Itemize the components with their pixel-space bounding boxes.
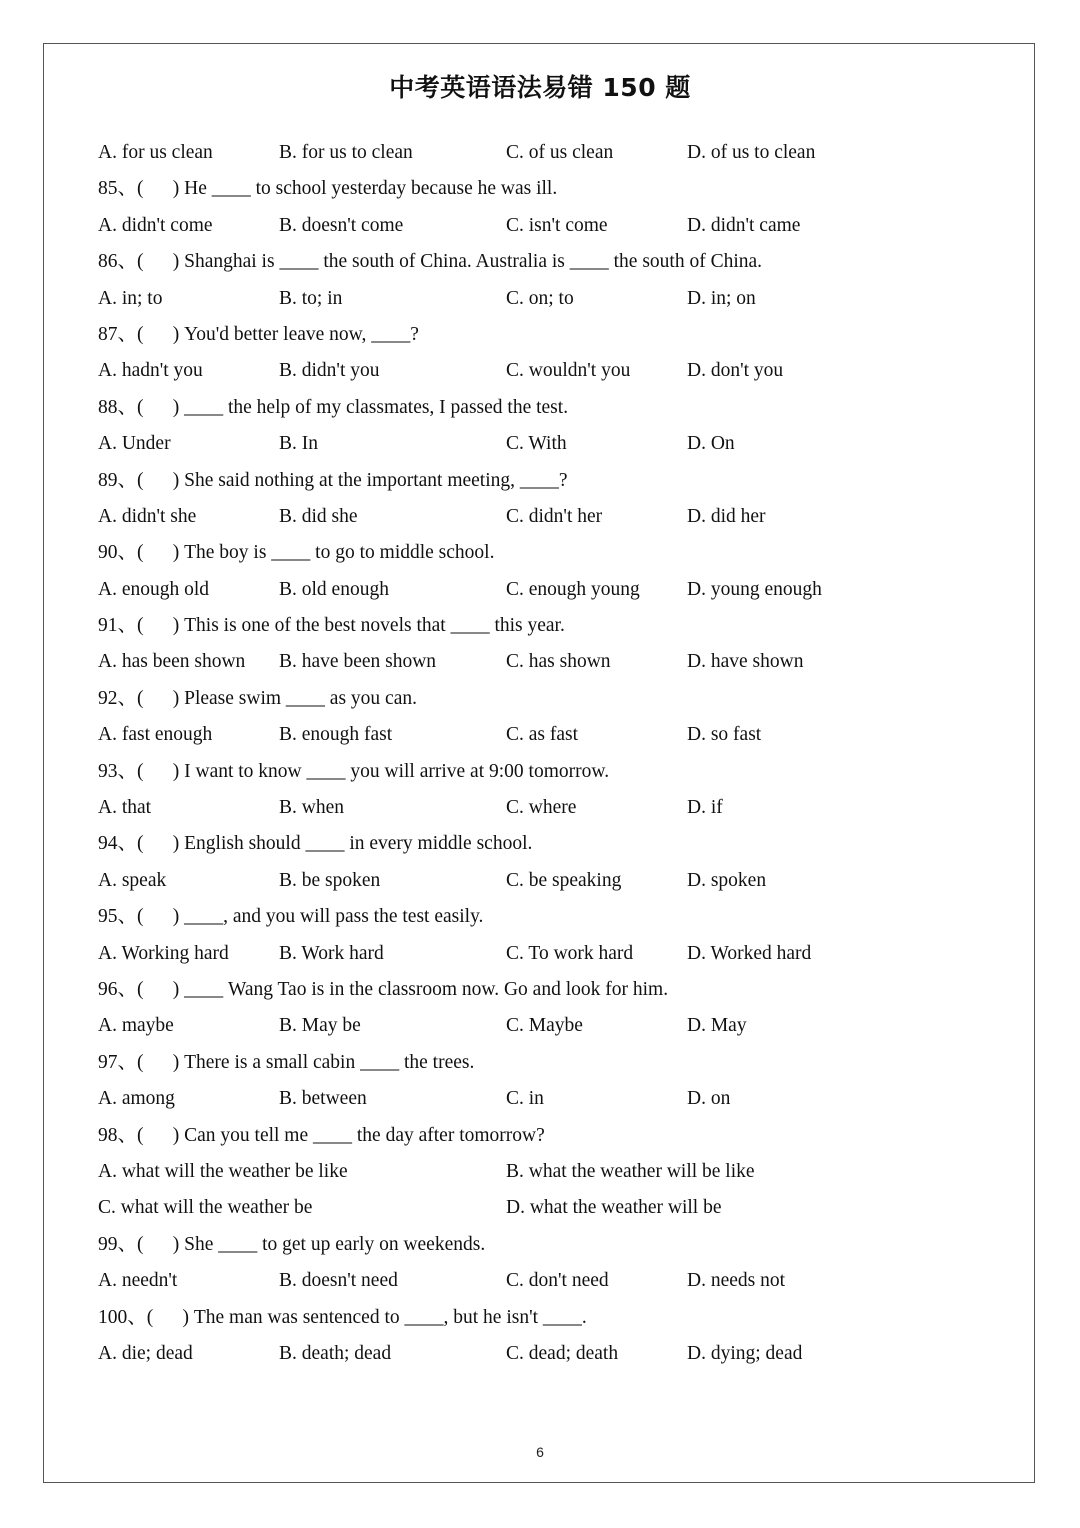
- question-stem: [98, 611, 998, 647]
- answer-options: [98, 1339, 998, 1375]
- question-stem: [98, 902, 998, 938]
- answer-options: [98, 1157, 998, 1193]
- page-number: 6: [536, 1444, 544, 1460]
- option-a: A. speak: [98, 869, 167, 891]
- question-stem: [98, 1048, 998, 1084]
- question-stem: [98, 538, 998, 574]
- question-text: 93、( ) I want to know ____ you will arrive at 9:00 tomorrow.: [98, 760, 610, 782]
- answer-options: [98, 284, 998, 320]
- option-c: C. wouldn't you: [506, 360, 631, 382]
- option-a: A. hadn't you: [98, 360, 203, 382]
- option-c: C. To work hard: [506, 942, 634, 964]
- option-c: C. didn't her: [506, 505, 603, 527]
- option-a: A. has been shown: [98, 651, 246, 673]
- option-c: C. in: [506, 1088, 544, 1110]
- question-text: 96、( ) ____ Wang Tao is in the classroom now. Go and look for him.: [98, 978, 669, 1000]
- option-c: C. has shown: [506, 651, 611, 673]
- option-a: A. fast enough: [98, 724, 213, 746]
- option-b: B. doesn't come: [279, 214, 404, 236]
- page-title: 中考英语语法易错 150 题: [389, 73, 691, 102]
- answer-options: [98, 575, 998, 611]
- option-c: C. enough young: [506, 578, 640, 600]
- question-text: 88、( ) ____ the help of my classmates, I passed the test.: [98, 396, 569, 418]
- answer-options: [98, 720, 998, 756]
- option-d: D. have shown: [687, 651, 804, 673]
- option-a: A. didn't she: [98, 505, 197, 527]
- option-b: B. when: [279, 797, 344, 819]
- answer-options: [98, 356, 998, 392]
- option-d: D. Worked hard: [687, 942, 812, 964]
- option-c: C. Maybe: [506, 1015, 583, 1037]
- answer-options: [98, 1193, 998, 1229]
- option-a: A. Under: [98, 433, 171, 455]
- question-stem: [98, 1121, 998, 1157]
- option-d: D. May: [687, 1015, 747, 1037]
- question-stem: [98, 975, 998, 1011]
- option-c: C. With: [506, 433, 567, 455]
- answer-options: [98, 429, 998, 465]
- question-text: 100、( ) The man was sentenced to ____, but he isn't ____.: [98, 1306, 587, 1328]
- option-d: D. on: [687, 1088, 731, 1110]
- question-text: 99、( ) She ____ to get up early on weekends.: [98, 1233, 486, 1255]
- answer-options: [98, 211, 998, 247]
- option-c: C. of us clean: [506, 142, 614, 163]
- question-list: [98, 138, 998, 1375]
- question-stem: [98, 1303, 998, 1339]
- option-a: A. die; dead: [98, 1342, 193, 1364]
- question-text: 94、( ) English should ____ in every middle school.: [98, 833, 533, 855]
- option-a: A. enough old: [98, 578, 210, 600]
- question-text: 85、( ) He ____ to school yesterday because he was ill.: [98, 178, 558, 200]
- option-a: A. needn't: [98, 1270, 178, 1292]
- option-a: A. for us clean: [98, 142, 213, 163]
- option-c: C. on; to: [506, 287, 574, 309]
- question-stem: [98, 466, 998, 502]
- question-stem: [98, 247, 998, 283]
- option-b: B. old enough: [279, 578, 389, 600]
- option-d: D. of us to clean: [687, 142, 816, 163]
- answer-options: [98, 502, 998, 538]
- question-text: 97、( ) There is a small cabin ____ the trees.: [98, 1051, 475, 1073]
- question-stem: [98, 684, 998, 720]
- option-a: A. didn't come: [98, 214, 213, 236]
- question-text: 91、( ) This is one of the best novels that ____ this year.: [98, 615, 565, 637]
- question-stem: [98, 393, 998, 429]
- question-stem: [98, 829, 998, 865]
- answer-options: [98, 138, 998, 174]
- option-d: D. didn't came: [687, 214, 801, 236]
- option-d: D. needs not: [687, 1270, 786, 1292]
- option-d: D. did her: [687, 505, 766, 527]
- option-a: A. in; to: [98, 287, 163, 309]
- option-d: D. if: [687, 797, 723, 819]
- option-b: B. May be: [279, 1015, 361, 1037]
- option-c: C. isn't come: [506, 214, 608, 236]
- question-stem: [98, 174, 998, 210]
- answer-options: [98, 647, 998, 683]
- answer-options: [98, 866, 998, 902]
- option-d: D. don't you: [687, 360, 784, 382]
- option-b: B. to; in: [279, 287, 343, 309]
- option-a: A. what will the weather be like: [98, 1160, 348, 1182]
- answer-options: [98, 1011, 998, 1047]
- option-b: B. did she: [279, 505, 358, 527]
- question-text: 95、( ) ____, and you will pass the test easily.: [98, 906, 484, 928]
- question-text: 86、( ) Shanghai is ____ the south of China. Australia is ____ the south of China.: [98, 251, 763, 273]
- option-c: C. as fast: [506, 724, 579, 746]
- option-a: A. that: [98, 797, 152, 819]
- question-text: 89、( ) She said nothing at the important meeting, ____?: [98, 469, 568, 491]
- option-b: B. In: [279, 433, 318, 455]
- option-d: D. dying; dead: [687, 1342, 803, 1364]
- option-a: A. maybe: [98, 1015, 174, 1037]
- option-d: D. spoken: [687, 869, 767, 891]
- question-stem: [98, 757, 998, 793]
- option-c: B. what the weather will be like: [506, 1160, 755, 1182]
- option-c: D. what the weather will be: [506, 1197, 722, 1219]
- option-c: C. dead; death: [506, 1342, 619, 1364]
- option-b: B. doesn't need: [279, 1270, 398, 1292]
- question-stem: [98, 320, 998, 356]
- option-d: D. in; on: [687, 287, 756, 309]
- option-c: C. don't need: [506, 1270, 609, 1292]
- answer-options: [98, 1266, 998, 1302]
- answer-options: [98, 1084, 998, 1120]
- option-b: B. Work hard: [279, 942, 384, 964]
- option-b: B. enough fast: [279, 724, 393, 746]
- option-c: C. where: [506, 797, 577, 819]
- answer-options: [98, 939, 998, 975]
- question-text: 98、( ) Can you tell me ____ the day after tomorrow?: [98, 1124, 545, 1146]
- option-b: B. be spoken: [279, 869, 381, 891]
- option-c: C. be speaking: [506, 869, 622, 891]
- option-a: C. what will the weather be: [98, 1197, 313, 1219]
- question-text: 87、( ) You'd better leave now, ____?: [98, 323, 419, 345]
- question-stem: [98, 1230, 998, 1266]
- option-b: B. between: [279, 1088, 367, 1110]
- answer-options: [98, 793, 998, 829]
- option-b: B. death; dead: [279, 1342, 392, 1364]
- option-b: B. didn't you: [279, 360, 380, 382]
- option-b: B. have been shown: [279, 651, 437, 673]
- question-text: 90、( ) The boy is ____ to go to middle school.: [98, 542, 495, 564]
- question-text: 92、( ) Please swim ____ as you can.: [98, 687, 417, 709]
- option-d: D. so fast: [687, 724, 762, 746]
- option-d: D. young enough: [687, 578, 822, 600]
- option-b: B. for us to clean: [279, 142, 413, 163]
- option-a: A. among: [98, 1088, 175, 1110]
- option-d: D. On: [687, 433, 735, 455]
- option-a: A. Working hard: [98, 942, 229, 964]
